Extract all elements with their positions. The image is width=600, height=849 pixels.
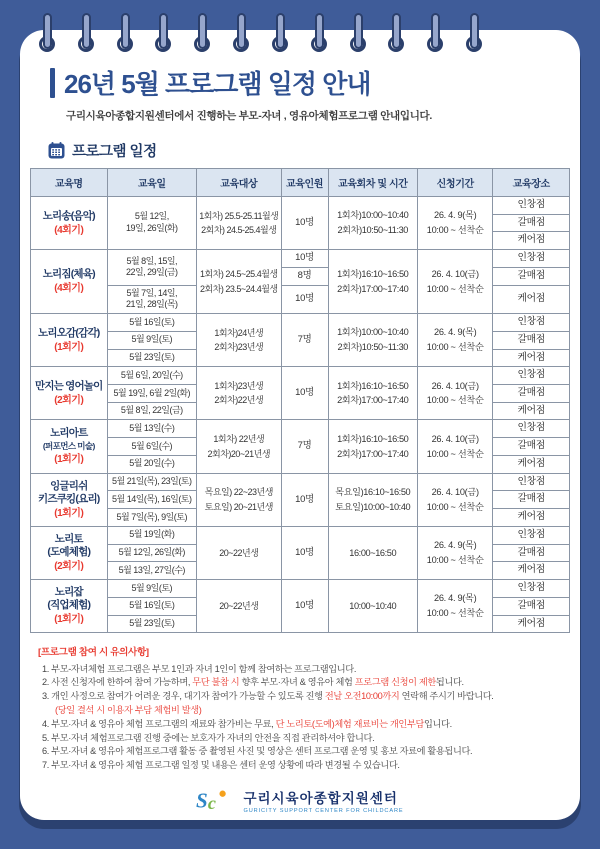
location-cell: 갈매점 xyxy=(493,214,570,232)
program-name-cell: 잉글리쉬 키즈쿠킹(요리) (1회기) xyxy=(31,473,108,526)
table-row xyxy=(31,197,570,215)
education-date-cell: 5월 23일(토) xyxy=(107,349,196,367)
location-cell: 케어점 xyxy=(493,509,570,527)
apply-period-cell: 26. 4. 10(금) 10:00 ~ 선착순 xyxy=(417,367,492,420)
location-cell: 케어점 xyxy=(493,232,570,250)
apply-period-cell: 26. 4. 9(목) 10:00 ~ 선착순 xyxy=(417,526,492,579)
education-date-cell: 5월 16일(토) xyxy=(107,314,196,332)
notes-title: [프로그램 참여 시 유의사항] xyxy=(38,647,149,659)
education-date-cell: 5월 8일, 22일(금) xyxy=(107,402,196,420)
session-time-cell: 1회차)16:10~16:50 2회차)17:00~17:40 xyxy=(328,420,417,473)
table-row xyxy=(31,526,570,544)
spiral-ring xyxy=(120,13,136,59)
education-date-cell: 5월 6일(수) xyxy=(107,438,196,456)
session-time-cell: 1회차)10:00~10:40 2회차)10:50~11:30 xyxy=(328,197,417,250)
capacity-cell: 10명 xyxy=(281,526,328,579)
table-row xyxy=(31,314,570,332)
page-title: 26년 5월 프로그램 일정 안내 xyxy=(64,69,371,99)
education-date-cell: 5월 7일(목), 9일(토) xyxy=(107,509,196,527)
location-cell: 인창점 xyxy=(493,526,570,544)
education-date-cell: 5월 12일, 26일(화) xyxy=(107,544,196,562)
table-row xyxy=(31,473,570,491)
apply-period-cell: 26. 4. 9(목) 10:00 ~ 선착순 xyxy=(417,580,492,633)
column-header: 교육장소 xyxy=(493,169,570,197)
column-header: 교육대상 xyxy=(197,169,282,197)
table-row xyxy=(31,250,570,268)
education-target-cell: 1회차) 25.5-25.11월생 2회차) 24.5-25.4월생 xyxy=(197,197,282,250)
apply-period-cell: 26. 4. 10(금) 10:00 ~ 선착순 xyxy=(417,473,492,526)
program-name-cell: 노리오감(감각) (1회기) xyxy=(31,314,108,367)
capacity-cell: 7명 xyxy=(281,420,328,473)
spiral-ring xyxy=(275,13,291,59)
location-cell: 갈매점 xyxy=(493,438,570,456)
location-cell: 케어점 xyxy=(493,562,570,580)
spiral-ring xyxy=(236,13,252,59)
table-header-row xyxy=(31,169,570,197)
education-date-cell: 5월 13일, 27일(수) xyxy=(107,562,196,580)
location-cell: 케어점 xyxy=(493,349,570,367)
program-name-cell: 만지는 영어놀이 (2회기) xyxy=(31,367,108,420)
education-date-cell: 5월 6일, 20일(수) xyxy=(107,367,196,385)
table-row xyxy=(31,367,570,385)
program-name-cell: 노리짐(체육) (4회기) xyxy=(31,250,108,314)
education-date-cell: 5월 12일, 19일, 26일(화) xyxy=(107,197,196,250)
apply-period-cell: 26. 4. 10(금) 10:00 ~ 선착순 xyxy=(417,250,492,314)
section-header xyxy=(48,140,580,161)
education-date-cell: 5월 19일, 6월 2일(화) xyxy=(107,384,196,402)
section-title: 프로그램 일정 xyxy=(72,144,157,160)
note-item: 2. 사전 신청자에 한하여 참여 가능하며, 무단 불참 시 향후 부모·자녀 & 영유아 체험 프로그램 신청이 제한됩니다. xyxy=(42,677,464,688)
spiral-ring xyxy=(81,13,97,59)
notes-section xyxy=(38,646,566,773)
spiral-ring xyxy=(42,13,58,59)
location-cell: 인창점 xyxy=(493,314,570,332)
location-cell: 인창점 xyxy=(493,367,570,385)
location-cell: 갈매점 xyxy=(493,331,570,349)
capacity-cell: 10명 xyxy=(281,473,328,526)
education-date-cell: 5월 20일(수) xyxy=(107,455,196,473)
note-item: (당일 결석 시 이용자 부담 체험비 발생) xyxy=(55,705,202,716)
notebook-page xyxy=(20,30,580,820)
education-date-cell: 5월 21일(목), 23일(토) xyxy=(107,473,196,491)
table-row xyxy=(31,420,570,438)
program-name-cell: 노리아트 (퍼포먼스 미술) (1회기) xyxy=(31,420,108,473)
program-schedule-table xyxy=(30,168,570,633)
spiral-ring xyxy=(353,13,369,59)
page-subtitle: 구리시육아종합지원센터에서 진행하는 부모-자녀 , 영유아체험프로그램 안내입니다. xyxy=(66,110,433,122)
capacity-cell: 10명 xyxy=(281,285,328,313)
svg-text:c: c xyxy=(208,793,217,814)
location-cell: 갈매점 xyxy=(493,267,570,285)
spiral-ring xyxy=(430,13,446,59)
center-logo xyxy=(20,786,580,814)
spiral-ring xyxy=(391,13,407,59)
location-cell: 케어점 xyxy=(493,402,570,420)
location-cell: 케어점 xyxy=(493,615,570,633)
education-target-cell: 1회차) 22년생 2회차)20~21년생 xyxy=(197,420,282,473)
capacity-cell: 10명 xyxy=(281,580,328,633)
spiral-ring xyxy=(314,13,330,59)
capacity-cell: 10명 xyxy=(281,250,328,268)
session-time-cell: 16:00~16:50 xyxy=(328,526,417,579)
note-item: 7. 부모·자녀 & 영유아 체험 프로그램 일정 및 내용은 센터 운영 상황에 따라 변경될 수 있습니다. xyxy=(42,760,400,771)
note-item: 6. 부모·자녀 & 영유아 체험프로그램 활동 중 촬영된 사진 및 영상은 센터 프로그램 운영 및 홍보 자료에 활용됩니다. xyxy=(42,746,473,757)
column-header: 교육인원 xyxy=(281,169,328,197)
education-date-cell: 5월 7일, 14일, 21일, 28일(목) xyxy=(107,285,196,313)
education-date-cell: 5월 19일(화) xyxy=(107,526,196,544)
education-date-cell: 5월 13일(수) xyxy=(107,420,196,438)
education-date-cell: 5월 9일(토) xyxy=(107,331,196,349)
education-target-cell: 20~22년생 xyxy=(197,580,282,633)
location-cell: 케어점 xyxy=(493,285,570,313)
spiral-ring xyxy=(469,13,485,59)
column-header: 신청기간 xyxy=(417,169,492,197)
apply-period-cell: 26. 4. 9(목) 10:00 ~ 선착순 xyxy=(417,314,492,367)
location-cell: 갈매점 xyxy=(493,597,570,615)
session-time-cell: 1회차)10:00~10:40 2회차)10:50~11:30 xyxy=(328,314,417,367)
program-name-cell: 노리토 (도예체험) (2회기) xyxy=(31,526,108,579)
svg-text:S: S xyxy=(196,788,209,813)
calendar-icon xyxy=(48,142,65,159)
education-date-cell: 5월 14일(목), 16일(토) xyxy=(107,491,196,509)
note-item: 4. 부모·자녀 & 영유아 체험 프로그램의 재료와 참가비는 무료, 단 노리토(도예)체험 재료비는 개인부담입니다. xyxy=(42,718,452,729)
capacity-cell: 7명 xyxy=(281,314,328,367)
session-time-cell: 목요일)16:10~16:50 토요일)10:00~10:40 xyxy=(328,473,417,526)
apply-period-cell: 26. 4. 9(목) 10:00 ~ 선착순 xyxy=(417,197,492,250)
location-cell: 인창점 xyxy=(493,473,570,491)
org-name: 구리시육아종합지원센터 xyxy=(243,790,398,806)
education-target-cell: 1회차) 24.5~25.4월생 2회차) 23.5~24.4월생 xyxy=(197,250,282,314)
education-date-cell: 5월 16일(토) xyxy=(107,597,196,615)
education-target-cell: 20~22년생 xyxy=(197,526,282,579)
capacity-cell: 10명 xyxy=(281,367,328,420)
org-name-en: GURICITY SUPPORT CENTER FOR CHILDCARE xyxy=(243,807,404,814)
location-cell: 갈매점 xyxy=(493,544,570,562)
table-row xyxy=(31,580,570,598)
logo-icon xyxy=(196,786,238,814)
session-time-cell: 1회차)16:10~16:50 2회차)17:00~17:40 xyxy=(328,367,417,420)
capacity-cell: 8명 xyxy=(281,267,328,285)
location-cell: 인창점 xyxy=(493,580,570,598)
education-date-cell: 5월 23일(토) xyxy=(107,615,196,633)
program-name-cell: 노리잡 (직업체험) (1회기) xyxy=(31,580,108,633)
location-cell: 인창점 xyxy=(493,420,570,438)
education-target-cell: 목요일) 22~23년생 토요일) 20~21년생 xyxy=(197,473,282,526)
education-date-cell: 5월 8일, 15일, 22일, 29일(금) xyxy=(107,250,196,285)
program-name-cell: 노리송(음악) (4회기) xyxy=(31,197,108,250)
capacity-cell: 10명 xyxy=(281,197,328,250)
location-cell: 인창점 xyxy=(493,250,570,268)
spiral-rings xyxy=(42,13,485,59)
note-item: 5. 부모·자녀 체험프로그램 진행 중에는 보호자가 자녀의 안전을 직접 관리하셔야 합니다. xyxy=(42,732,375,743)
location-cell: 인창점 xyxy=(493,197,570,215)
column-header: 교육일 xyxy=(107,169,196,197)
session-time-cell: 10:00~10:40 xyxy=(328,580,417,633)
column-header: 교육명 xyxy=(31,169,108,197)
education-date-cell: 5월 9일(토) xyxy=(107,580,196,598)
location-cell: 갈매점 xyxy=(493,491,570,509)
location-cell: 케어점 xyxy=(493,455,570,473)
note-item: 1. 부모-자녀체험 프로그램은 부모 1인과 자녀 1인이 함께 참여하는 프로그램입니다. xyxy=(42,663,357,674)
spiral-ring xyxy=(158,13,174,59)
apply-period-cell: 26. 4. 10(금) 10:00 ~ 선착순 xyxy=(417,420,492,473)
note-item: 3. 개인 사정으로 참여가 어려운 경우, 대기자 참여가 가능할 수 있도록 진행 전날 오전10:00까지 연락해 주시기 바랍니다. xyxy=(42,691,494,702)
column-header: 교육회차 및 시간 xyxy=(328,169,417,197)
education-target-cell: 1회차)23년생 2회차)22년생 xyxy=(197,367,282,420)
spiral-ring xyxy=(197,13,213,59)
session-time-cell: 1회차)16:10~16:50 2회차)17:00~17:40 xyxy=(328,250,417,314)
title-accent-bar xyxy=(50,68,55,98)
location-cell: 갈매점 xyxy=(493,384,570,402)
education-target-cell: 1회차)24년생 2회차)23년생 xyxy=(197,314,282,367)
